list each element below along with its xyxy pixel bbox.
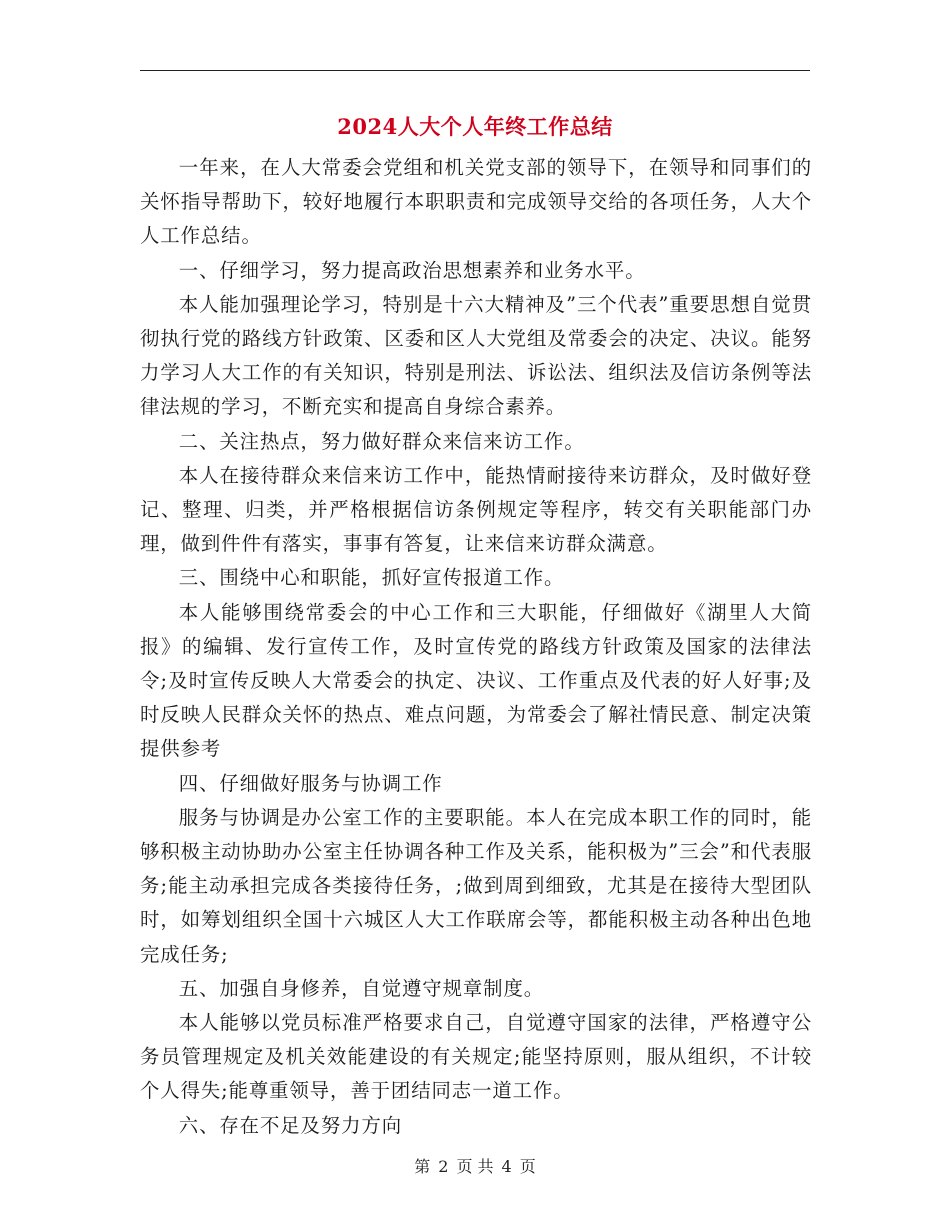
footer-prefix: 第	[414, 1157, 431, 1176]
section-heading-1: 一、仔细学习，努力提高政治思想素养和业务水平。	[178, 258, 646, 282]
header-rule	[140, 70, 810, 71]
document-body	[140, 151, 812, 1143]
paragraph-section-2: 本人在接待群众来信来访工作中，能热情耐接待来访群众，及时做好登记、整理、归类，并严格根据信访条例规定等程序，转交有关职能部门办理，做到件件有落实，事事有答复，让来信来访群众满意。	[140, 463, 812, 556]
section-heading-6: 六、存在不足及努力方向	[178, 1113, 402, 1137]
footer-suffix: 页	[519, 1157, 536, 1176]
paragraph-intro: 一年来，在人大常委会党组和机关党支部的领导下，在领导和同事们的关怀指导帮助下，较好地履行本职职责和完成领导交给的各项任务，人大个人工作总结。	[140, 156, 812, 248]
page-number: 2	[438, 1157, 449, 1176]
section-heading-2: 二、关注热点，努力做好群众来信来访工作。	[178, 429, 585, 453]
paragraph-section-1: 本人能加强理论学习，特别是十六大精神及”三个代表”重要思想自觉贯彻执行党的路线方针政策、区委和区人大党组及常委会的决定、决议。能努力学习人大工作的有关知识，特别是刑法、诉讼法、组织法及信访条例等法律法规的学习，不断充实和提高自身综合素养。	[140, 292, 812, 419]
page-total: 4	[501, 1157, 512, 1176]
document-title: 2024人大个人年终工作总结	[337, 114, 613, 139]
page-footer	[0, 1154, 950, 1177]
paragraph-section-5: 本人能够以党员标准严格要求自己，自觉遵守国家的法律，严格遵守公务员管理规定及机关效能建设的有关规定;能坚持原则，服从组织，不计较个人得失;能尊重领导，善于团结同志一道工作。	[140, 1011, 812, 1103]
footer-mid: 页 共	[456, 1157, 494, 1176]
section-heading-5: 五、加强自身修养，自觉遵守规章制度。	[178, 976, 545, 1000]
paragraph-section-4: 服务与协调是办公室工作的主要职能。本人在完成本职工作的同时，能够积极主动协助办公室主任协调各种工作及关系，能积极为”三会”和代表服务;能主动承担完成各类接待任务，;做到周到细致，尤其是在接待大型团队时，如筹划组织全国十六城区人大工作联席会等，都能积极主动各种出色地完成任务;	[140, 805, 812, 966]
section-heading-3: 三、围绕中心和职能，抓好宣传报道工作。	[178, 566, 565, 590]
section-heading-4: 四、仔细做好服务与协调工作	[178, 771, 443, 795]
paragraph-section-3: 本人能够围绕常委会的中心工作和三大职能，仔细做好《湖里人大简报》的编辑、发行宣传工作，及时宣传党的路线方针政策及国家的法律法令;及时宣传反映人大常委会的执定、决议、工作重点及代表的好人好事;及时反映人民群众关怀的热点、难点问题，为常委会了解社情民意、制定决策提供参考	[140, 600, 812, 761]
